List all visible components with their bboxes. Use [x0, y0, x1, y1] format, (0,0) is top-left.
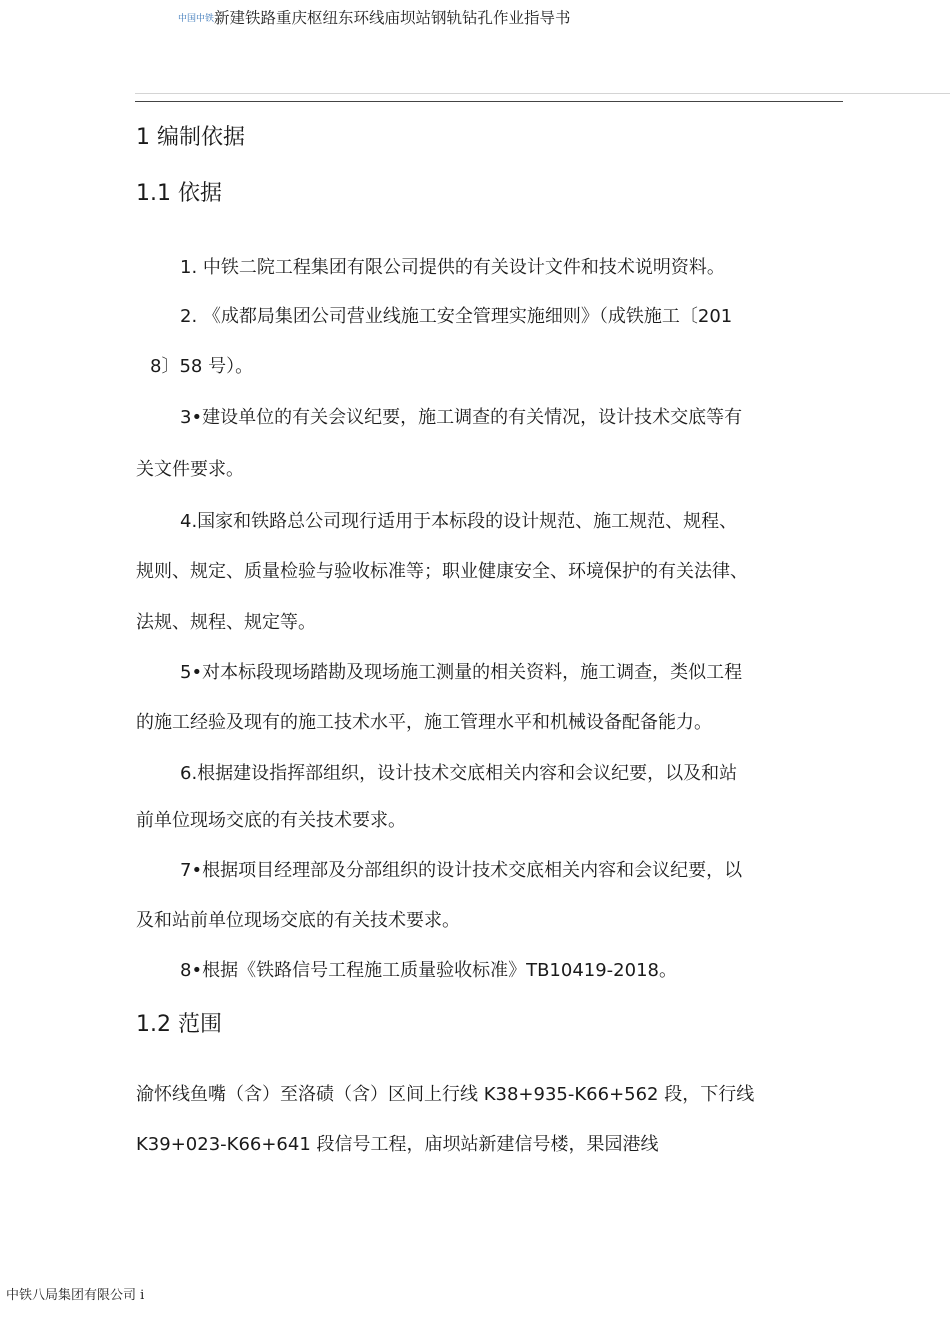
basis-item-3-cont: 关文件要求。 [136, 459, 244, 480]
page-footer: 中铁八局集团有限公司 i [6, 1288, 145, 1303]
header-rule [135, 101, 843, 102]
section-heading-1: 1 编制依据 [136, 125, 245, 150]
header-rule-light [135, 93, 950, 94]
basis-item-2-cont: 8〕58 号）。 [150, 356, 254, 377]
basis-item-2: 2. 《成都局集团公司营业线施工安全管理实施细则》（成铁施工〔201 [180, 306, 733, 327]
document-title: 新建铁路重庆枢纽东环线庙坝站钢轨钻孔作业指导书 [214, 9, 571, 27]
basis-item-4-cont: 规则、规定、质量检验与验收标准等；职业健康安全、环境保护的有关法律、 [136, 561, 748, 582]
scope-line-2: K39+023-K66+641 段信号工程，庙坝站新建信号楼，果园港线 [136, 1134, 659, 1155]
basis-item-6: 6.根据建设指挥部组织，设计技术交底相关内容和会议纪要，以及和站 [180, 763, 738, 784]
basis-item-5-cont: 的施工经验及现有的施工技术水平，施工管理水平和机械设备配备能力。 [136, 712, 712, 733]
basis-item-1: 1. 中铁二院工程集团有限公司提供的有关设计文件和技术说明资料。 [180, 257, 725, 278]
basis-item-3: 3•建设单位的有关会议纪要，施工调查的有关情况，设计技术交底等有 [180, 407, 743, 428]
basis-item-5: 5•对本标段现场踏勘及现场施工测量的相关资料，施工调查，类似工程 [180, 662, 743, 683]
basis-item-4-cont2: 法规、规程、规定等。 [136, 612, 316, 633]
basis-item-7: 7•根据项目经理部及分部组织的设计技术交底相关内容和会议纪要，以 [180, 860, 743, 881]
basis-item-8: 8•根据《铁路信号工程施工质量验收标准》TB10419-2018。 [180, 960, 677, 981]
page-header [178, 6, 571, 28]
basis-item-6-cont: 前单位现场交底的有关技术要求。 [136, 810, 406, 831]
basis-item-7-cont: 及和站前单位现场交底的有关技术要求。 [136, 910, 460, 931]
section-heading-1-1: 1.1 依据 [136, 181, 222, 206]
company-logo: 中国中铁 [178, 14, 215, 24]
scope-line-1: 渝怀线鱼嘴（含）至洛碛（含）区间上行线 K38+935-K66+562 段，下行线 [136, 1084, 755, 1105]
basis-item-4: 4.国家和铁路总公司现行适用于本标段的设计规范、施工规范、规程、 [180, 511, 738, 532]
section-heading-1-2: 1.2 范围 [136, 1012, 222, 1037]
